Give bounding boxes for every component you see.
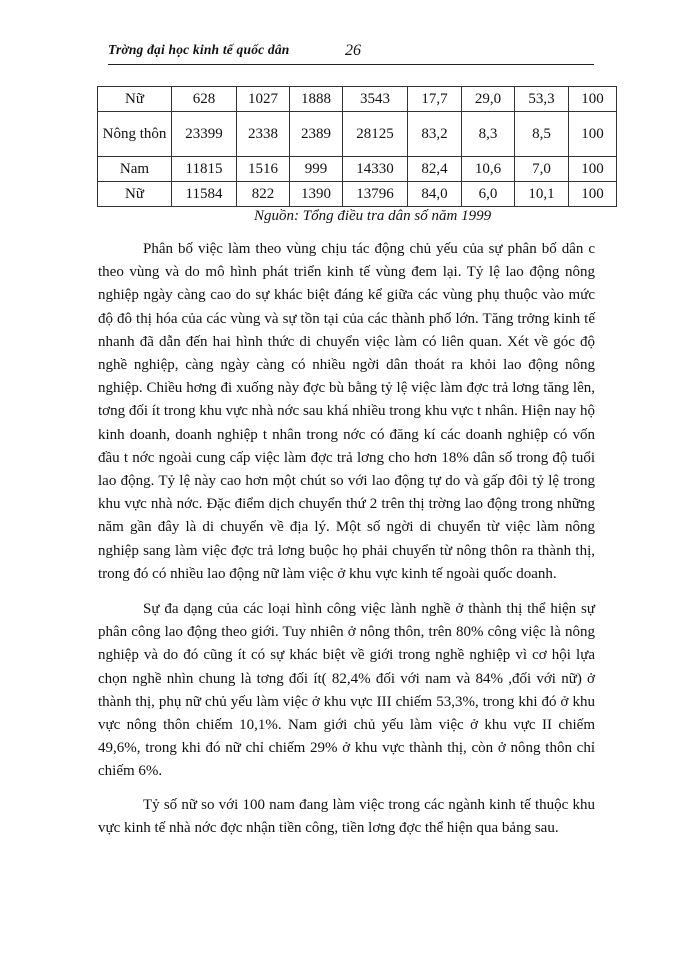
table-cell: 100 bbox=[569, 112, 617, 157]
data-table bbox=[97, 86, 617, 207]
page-number: 26 bbox=[345, 42, 361, 59]
table-cell: 53,3 bbox=[515, 87, 569, 112]
table-row bbox=[98, 182, 617, 207]
table-cell: 100 bbox=[569, 182, 617, 207]
table-cell: 84,0 bbox=[408, 182, 462, 207]
table-cell: 1390 bbox=[290, 182, 343, 207]
table-cell: 999 bbox=[290, 157, 343, 182]
table-cell: 100 bbox=[569, 87, 617, 112]
page-header bbox=[108, 40, 594, 65]
body-paragraph: Phân bố việc làm theo vùng chịu tác động chủ yếu của sự phân bố dân c theo vùng và do mô hình phát triển kinh tế vùng đem lại. Tỷ lệ lao động nông nghiệp ngày càng cao do sự khác biệt đáng kể giữa các vùng phụ thuộc vào mức độ đô thị hóa của các vùng và sự tồn tại của các thành phố lớn. Tăng trởng kinh tế nhanh đã dẫn đến hai hình thức di chuyển việc làm có liên quan. Xét về góc độ nghề nghiệp, càng ngày càng có nhiều ngời dân thoát ra khỏi lao động nông nghiệp. Chiều hơng đi xuống này đợc bù bằng tỷ lệ việc làm đợc trả lơng tăng lên, tơng đối ít trong khu vực nhà nớc sau khá nhiều trong khu vực t nhân. Hiện nay hộ kinh doanh, doanh nghiệp t nhân trong nớc có đăng kí các doanh nghiệp có vốn đầu t nớc ngoài cung cấp việc làm đợc trả lơng cho hơn 18% dân số trong độ tuổi lao động. Tỷ lệ này cao hơn một chút so với lao động tự do và gấp đôi tỷ lệ trong khu vực nhà nớc. Đặc điểm dịch chuyển thứ 2 trên thị trờng lao động trong những năm gần đây là di chuyển về địa lý. Một số ngời di chuyển từ việc làm nông nghiệp sang làm việc đợc trả lơng buộc họ phải chuyển từ nông thôn ra thành thị, trong đó có nhiều lao động nữ làm việc ở khu vực kinh tế ngoài quốc doanh. bbox=[98, 241, 595, 582]
header-title: Trờng đại học kinh tế quốc dân bbox=[108, 42, 290, 57]
table-cell: 1516 bbox=[237, 157, 290, 182]
table-cell: 7,0 bbox=[515, 157, 569, 182]
table-cell: 1027 bbox=[237, 87, 290, 112]
table-cell: 8,5 bbox=[515, 112, 569, 157]
table-row bbox=[98, 112, 617, 157]
table-cell: 8,3 bbox=[462, 112, 515, 157]
body-paragraph: Sự đa dạng của các loại hình công việc lành nghề ở thành thị thể hiện sự phân công lao động theo giới. Tuy nhiên ở nông thôn, trên 80% công việc là nông nghiệp và do đó cũng ít có sự khác biệt về giới trong nghề nghiệp vì cơ hội lựa chọn nghề nhìn chung là tơng đối ít( 82,4% đối với nam và 84% ,đối với nữ) ở thành thị, phụ nữ chủ yếu làm việc ở khu vực III chiếm 53,3%, trong khi đó ở khu vực nông thôn chiếm 10,1%. Nam giới chủ yếu làm việc ở khu vực II chiếm 49,6%, trong khi đó nữ chỉ chiếm 29% ở khu vực thành thị, còn ở nông thôn chỉ chiếm 6%. bbox=[98, 601, 595, 780]
table-cell: 13796 bbox=[343, 182, 408, 207]
table-cell: 28125 bbox=[343, 112, 408, 157]
table-cell: 10,1 bbox=[515, 182, 569, 207]
table-cell-label: Nam bbox=[98, 157, 172, 182]
table-cell-label: Nông thôn bbox=[98, 112, 172, 157]
table-cell: 3543 bbox=[343, 87, 408, 112]
table-cell: 23399 bbox=[172, 112, 237, 157]
table-cell: 17,7 bbox=[408, 87, 462, 112]
table-cell: 6,0 bbox=[462, 182, 515, 207]
table-cell: 14330 bbox=[343, 157, 408, 182]
table-cell: 2338 bbox=[237, 112, 290, 157]
table-cell: 100 bbox=[569, 157, 617, 182]
table-source-caption: Nguồn: Tổng điều tra dân số năm 1999 bbox=[254, 208, 492, 224]
table-row bbox=[98, 87, 617, 112]
table-row bbox=[98, 157, 617, 182]
table-cell: 82,4 bbox=[408, 157, 462, 182]
table-cell: 10,6 bbox=[462, 157, 515, 182]
table-cell: 11815 bbox=[172, 157, 237, 182]
table-cell: 822 bbox=[237, 182, 290, 207]
table-cell: 29,0 bbox=[462, 87, 515, 112]
table-cell-label: Nữ bbox=[98, 182, 172, 207]
table-cell: 2389 bbox=[290, 112, 343, 157]
table-cell: 1888 bbox=[290, 87, 343, 112]
table-cell: 11584 bbox=[172, 182, 237, 207]
body-paragraph: Tỷ số nữ so với 100 nam đang làm việc trong các ngành kinh tế thuộc khu vực kinh tế nhà nớc đợc nhận tiền công, tiền lơng đợc thể hiện qua bảng sau. bbox=[98, 797, 595, 837]
table-cell: 628 bbox=[172, 87, 237, 112]
table-cell: 83,2 bbox=[408, 112, 462, 157]
table-cell-label: Nữ bbox=[98, 87, 172, 112]
